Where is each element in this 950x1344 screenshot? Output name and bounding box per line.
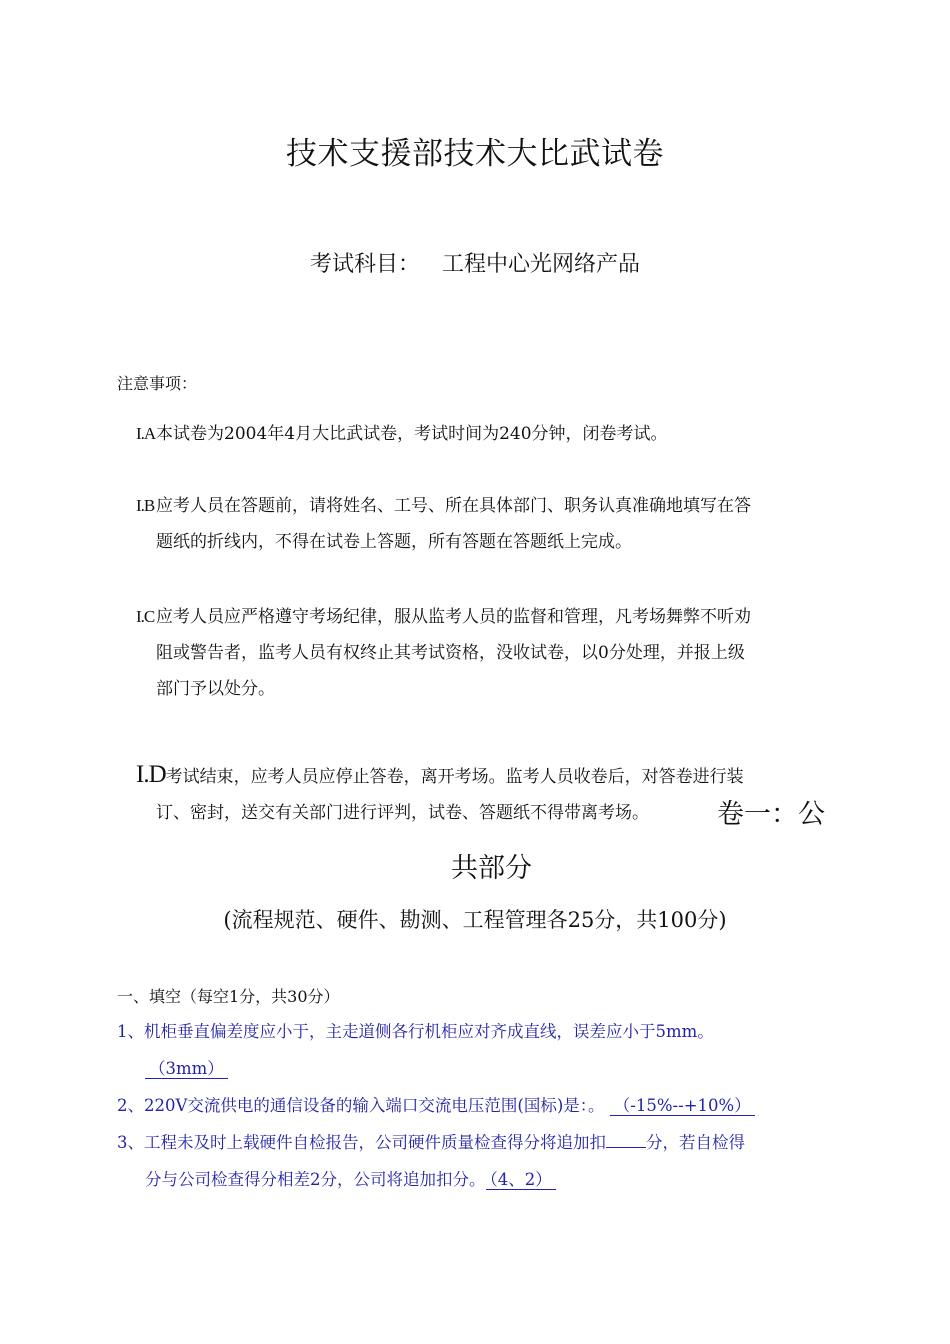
question-text: 1、机柜垂直偏差度应小于，主走道侧各行机柜应对齐成直线，误差应小于5mm。	[117, 1022, 714, 1041]
question-item	[117, 1013, 837, 1087]
notice-item	[136, 599, 836, 707]
section-title: 共部分	[451, 853, 532, 884]
notice-item-text: 订、密封，送交有关部门进行评判，试卷、答题纸不得带离考场。	[156, 803, 649, 823]
notice-item-text: 考试结束，应考人员应停止答卷，离开考场。监考人员收卷后，对答卷进行装	[165, 767, 744, 787]
notice-item-text: 本试卷为2004年4月大比武试卷，考试时间为240分钟，闭卷考试。	[156, 424, 668, 444]
notice-item-label: I.D	[136, 761, 166, 788]
section-subtitle: (流程规范、硬件、勘测、工程管理各25分，共100分)	[223, 908, 727, 932]
notice-item-label: I.B	[136, 496, 155, 515]
exam-title: 技术支援部技术大比武试卷	[286, 136, 664, 172]
notice-item-text: 应考人员应严格遵守考场纪律，服从监考人员的监督和管理，凡考场舞弊不听劝	[156, 607, 751, 627]
answer-blank	[606, 1133, 646, 1148]
question-item	[117, 1124, 837, 1198]
question-answer: （-15%--+10%）	[610, 1096, 755, 1116]
question-answer: （3mm）	[145, 1059, 228, 1079]
notice-item-label: I.C	[136, 607, 155, 626]
notice-item	[136, 488, 836, 560]
question-text: 分，若自检得	[646, 1133, 745, 1152]
notice-heading: 注意事项：	[117, 374, 198, 393]
exam-subject	[0, 247, 950, 278]
question-text: 2、220V交流供电的通信设备的输入端口交流电压范围(国标)是：。	[117, 1096, 605, 1115]
fill-in-heading: 一、填空（每空1分，共30分）	[117, 987, 340, 1006]
subject-value: 工程中心光网络产品	[442, 252, 641, 277]
notice-item-text: 题纸的折线内，不得在试卷上答题，所有答题在答题纸上完成。	[156, 532, 632, 552]
question-answer: （4、2）	[486, 1170, 556, 1190]
notice-item-text: 应考人员在答题前，请将姓名、工号、所在具体部门、职务认真准确地填写在答	[156, 496, 751, 516]
question-text: 分与公司检查得分相差2分，公司将追加扣分。	[145, 1170, 486, 1189]
notice-item	[136, 416, 836, 452]
notice-item-text: 部门予以处分。	[156, 679, 275, 699]
question-item	[117, 1087, 837, 1124]
notice-item-label: I.A	[136, 424, 156, 443]
section-title: 卷一：公	[717, 799, 825, 830]
subject-label: 考试科目：	[309, 252, 420, 277]
question-text: 3、工程未及时上载硬件自检报告，公司硬件质量检查得分将追加扣	[117, 1133, 606, 1152]
notice-item-text: 阻或警告者，监考人员有权终止其考试资格，没收试卷，以0分处理，并报上级	[156, 643, 745, 663]
